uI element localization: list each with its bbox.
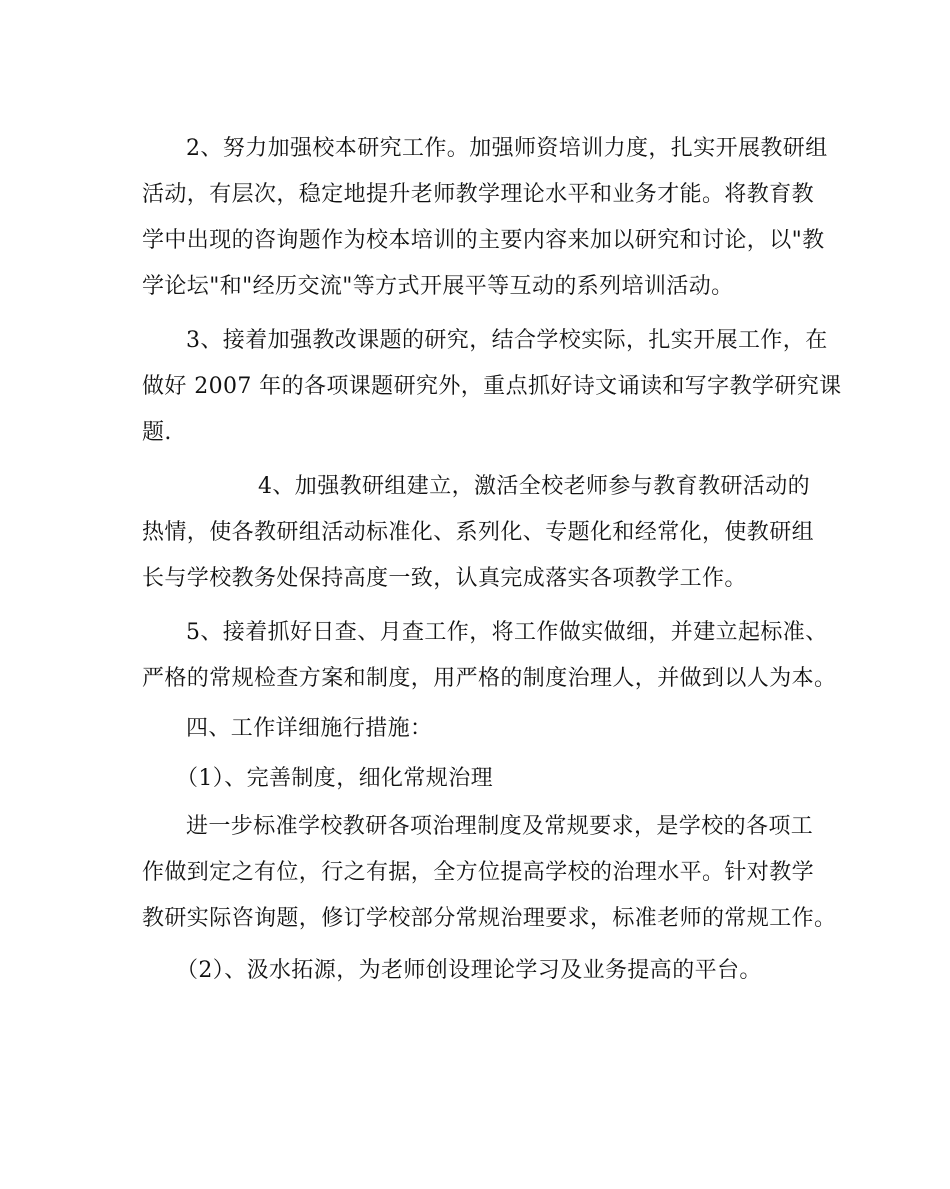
paragraph-sub1-line-1: 进一步标准学校教研各项治理制度及常规要求，是学校的各项工 xyxy=(186,814,814,839)
paragraph-2-line-2: 活动，有层次，稳定地提升老师教学理论水平和业务才能。将教育教 xyxy=(142,182,815,207)
paragraph-5-line-2: 严格的常规检查方案和制度，用严格的制度治理人，并做到以人为本。 xyxy=(142,666,837,691)
paragraph-2-line-3: 学中出现的咨询题作为校本培训的主要内容来加以研究和讨论，以"教 xyxy=(142,228,825,253)
paragraph-2-line-1: 2、努力加强校本研究工作。加强师资培训力度，扎实开展教研组 xyxy=(186,136,828,161)
subheading-2: （2）、汲水拓源，为老师创设理论学习及业务提高的平台。 xyxy=(176,958,762,983)
paragraph-2-line-4: 学论坛"和"经历交流"等方式开展平等互动的系列培训活动。 xyxy=(142,274,734,299)
paragraph-3-line-1: 3、接着加强教改课题的研究，结合学校实际，扎实开展工作，在 xyxy=(186,328,828,353)
subheading-1: （1）、完善制度，细化常规治理 xyxy=(176,766,493,791)
paragraph-4-line-2: 热情，使各教研组活动标准化、系列化、专题化和经常化，使教研组 xyxy=(142,520,815,545)
paragraph-3-line-2: 做好 2007 年的各项课题研究外，重点抓好诗文诵读和写字教学研究课 xyxy=(142,374,842,399)
paragraph-3-line-3: 题. xyxy=(142,420,172,445)
paragraph-4-line-1: 4、加强教研组建立，激活全校老师参与教育教研活动的 xyxy=(258,474,810,499)
paragraph-4-line-3: 长与学校教务处保持高度一致，认真完成落实各项教学工作。 xyxy=(142,566,747,591)
paragraph-5-line-1: 5、接着抓好日查、月查工作，将工作做实做细，并建立起标准、 xyxy=(186,620,828,645)
paragraph-sub1-line-3: 教研实际咨询题，修订学校部分常规治理要求，标准老师的常规工作。 xyxy=(142,906,837,931)
section-heading-4: 四、工作详细施行措施： xyxy=(186,716,433,741)
paragraph-sub1-line-2: 作做到定之有位，行之有据，全方位提高学校的治理水平。针对教学 xyxy=(142,860,815,885)
